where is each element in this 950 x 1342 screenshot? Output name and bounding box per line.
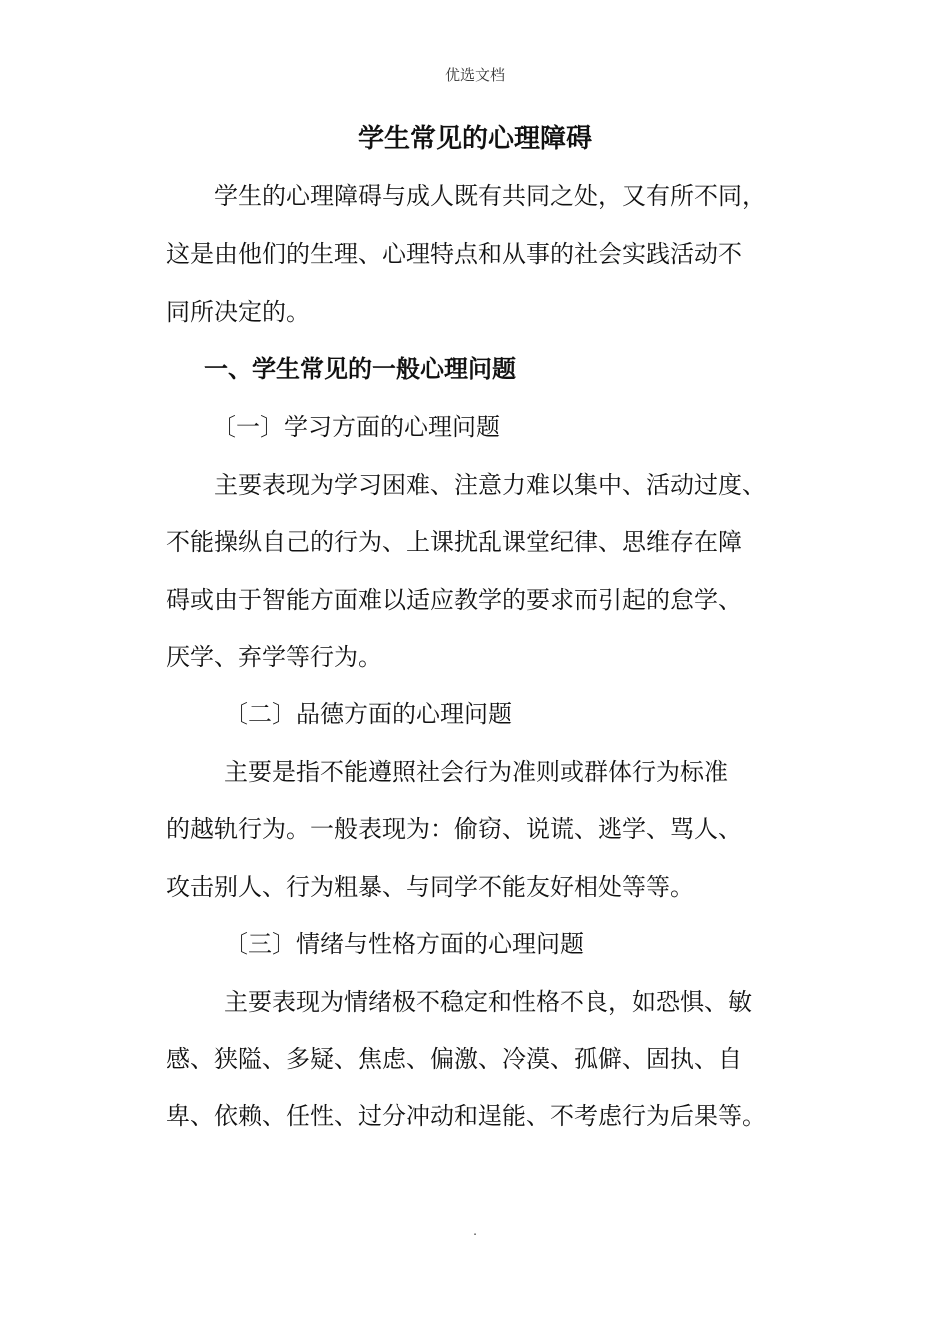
page-header: 优选文档: [444, 66, 505, 84]
subsection-2-line-1: 主要是指不能遵照社会行为准则或群体行为标准: [224, 758, 728, 786]
page-footer: .: [473, 1224, 477, 1238]
subsection-1-line-4: 厌学、弃学等行为。: [166, 643, 382, 671]
subsection-2-heading: 〔二〕品德方面的心理问题: [224, 700, 512, 728]
subsection-1-heading: 〔一〕学习方面的心理问题: [212, 413, 500, 441]
subsection-3-heading: 〔三〕情绪与性格方面的心理问题: [224, 930, 584, 958]
document-title: 学生常见的心理障碍: [357, 124, 592, 154]
subsection-1-line-3: 碍或由于智能方面难以适应教学的要求而引起的怠学、: [166, 586, 742, 614]
intro-line-3: 同所决定的。: [166, 298, 310, 326]
intro-line-2: 这是由他们的生理、心理特点和从事的社会实践活动不: [166, 240, 742, 268]
subsection-1-line-1: 主要表现为学习困难、注意力难以集中、活动过度、: [214, 471, 766, 499]
section-heading: 一、学生常见的一般心理问题: [204, 355, 516, 383]
intro-line-1: 学生的心理障碍与成人既有共同之处，又有所不同，: [214, 182, 766, 210]
subsection-1-line-2: 不能操纵自己的行为、上课扰乱课堂纪律、思维存在障: [166, 528, 742, 556]
subsection-3-line-3: 卑、依赖、任性、过分冲动和逞能、不考虑行为后果等。: [166, 1102, 766, 1130]
subsection-3-line-1: 主要表现为情绪极不稳定和性格不良，如恐惧、敏: [224, 988, 752, 1016]
subsection-3-line-2: 感、狭隘、多疑、焦虑、偏激、冷漠、孤僻、固执、自: [166, 1045, 742, 1073]
subsection-2-line-2: 的越轨行为。一般表现为：偷窃、说谎、逃学、骂人、: [166, 815, 742, 843]
subsection-2-line-3: 攻击别人、行为粗暴、与同学不能友好相处等等。: [166, 873, 694, 901]
